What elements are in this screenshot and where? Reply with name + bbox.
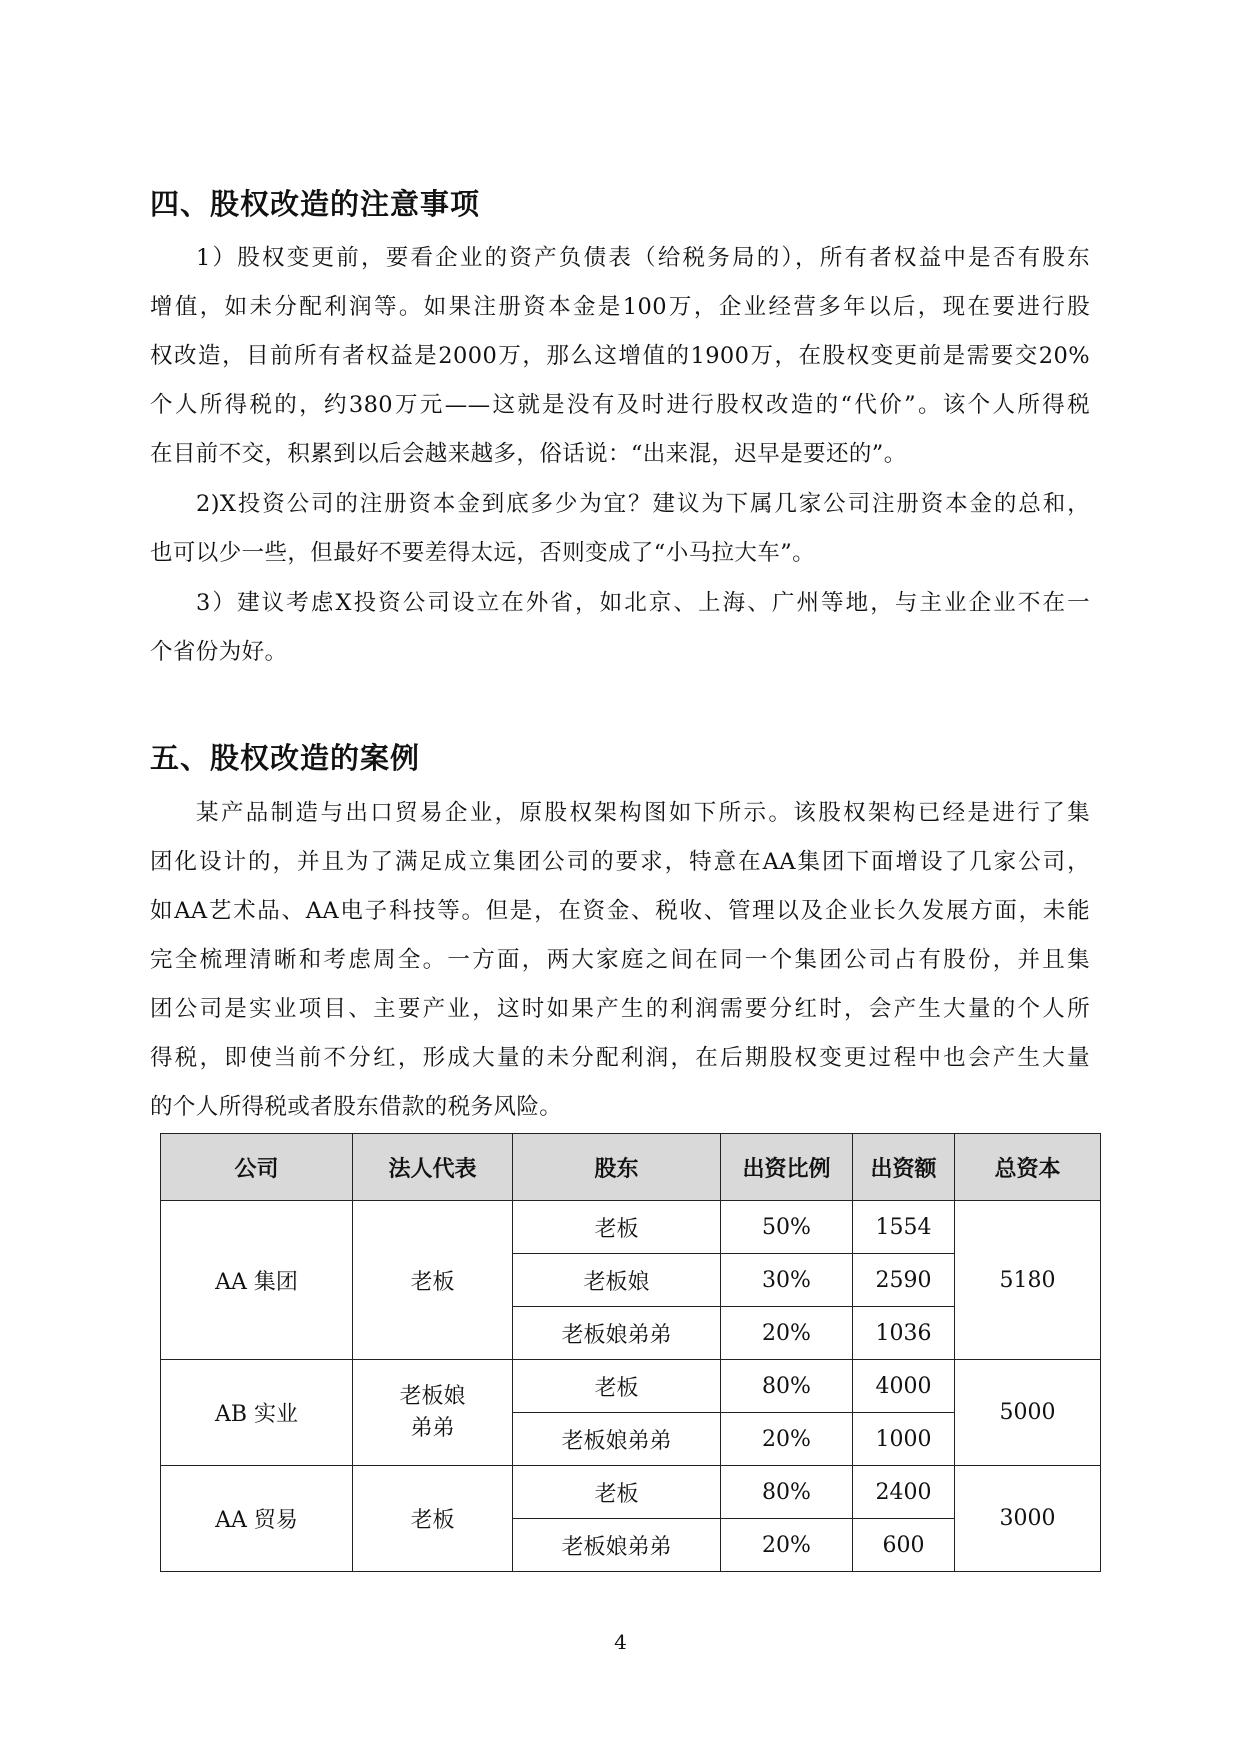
total-capital-cell: 3000 xyxy=(955,1466,1101,1572)
shareholder-cell: 老板娘弟弟 xyxy=(513,1413,721,1466)
shareholder-cell: 老板 xyxy=(513,1466,721,1519)
section-heading-5: 五、股权改造的案例 xyxy=(150,741,421,775)
legal-rep-line: 弟弟 xyxy=(410,1415,455,1441)
paragraph-line: 得税，即使当前不分红，形成大量的未分配利润，在后期股权变更过程中也会产生大量 xyxy=(150,1045,1090,1071)
header-amount: 出资额 xyxy=(853,1134,955,1201)
paragraph-line: 个人所得税的，约380万元——这就是没有及时进行股权改造的“代价”。该个人所得税 xyxy=(150,392,1090,418)
header-ratio: 出资比例 xyxy=(721,1134,853,1201)
table-row xyxy=(161,1201,1101,1254)
amount-cell: 600 xyxy=(853,1519,955,1572)
section-heading-4: 四、股权改造的注意事项 xyxy=(150,187,481,221)
paragraph-line: 在目前不交，积累到以后会越来越多，俗话说：“出来混，迟早是要还的”。 xyxy=(150,441,907,467)
shareholder-cell: 老板 xyxy=(513,1360,721,1413)
ratio-cell: 50% xyxy=(721,1201,853,1254)
header-legal-rep: 法人代表 xyxy=(353,1134,513,1201)
paragraph-line: 3）建议考虑X投资公司设立在外省，如北京、上海、广州等地，与主业企业不在一 xyxy=(196,590,1090,616)
legal-rep-cell: 老板 xyxy=(353,1201,513,1360)
ratio-cell: 30% xyxy=(721,1254,853,1307)
equity-structure-table xyxy=(160,1133,1101,1572)
total-capital-cell: 5000 xyxy=(955,1360,1101,1466)
table-row xyxy=(161,1360,1101,1413)
amount-cell: 1554 xyxy=(853,1201,955,1254)
legal-rep-line: 老板娘 xyxy=(399,1383,466,1409)
paragraph-line: 团公司是实业项目、主要产业，这时如果产生的利润需要分红时，会产生大量的个人所 xyxy=(150,996,1090,1022)
header-total-capital: 总资本 xyxy=(955,1134,1101,1201)
total-capital-cell: 5180 xyxy=(955,1201,1101,1360)
shareholder-cell: 老板 xyxy=(513,1201,721,1254)
paragraph-line: 2)X投资公司的注册资本金到底多少为宜？建议为下属几家公司注册资本金的总和， xyxy=(196,491,1090,517)
paragraph-line: 某产品制造与出口贸易企业，原股权架构图如下所示。该股权架构已经是进行了集 xyxy=(196,800,1090,826)
paragraph-line: 增值，如未分配利润等。如果注册资本金是100万，企业经营多年以后，现在要进行股 xyxy=(150,294,1090,320)
legal-rep-cell: 老板 xyxy=(353,1466,513,1572)
paragraph-line: 团化设计的，并且为了满足成立集团公司的要求，特意在AA集团下面增设了几家公司， xyxy=(150,849,1090,875)
table-row xyxy=(161,1466,1101,1519)
paragraph-line: 1）股权变更前，要看企业的资产负债表（给税务局的），所有者权益中是否有股东 xyxy=(196,245,1090,271)
company-cell: AB 实业 xyxy=(161,1360,353,1466)
paragraph-line: 的个人所得税或者股东借款的税务风险。 xyxy=(150,1094,563,1120)
ratio-cell: 20% xyxy=(721,1519,853,1572)
paragraph-line: 完全梳理清晰和考虑周全。一方面，两大家庭之间在同一个集团公司占有股份，并且集 xyxy=(150,947,1090,973)
header-shareholder: 股东 xyxy=(513,1134,721,1201)
paragraph-line: 也可以少一些，但最好不要差得太远，否则变成了“小马拉大车”。 xyxy=(150,540,816,566)
legal-rep-cell xyxy=(353,1360,513,1466)
shareholder-cell: 老板娘 xyxy=(513,1254,721,1307)
amount-cell: 2590 xyxy=(853,1254,955,1307)
ratio-cell: 20% xyxy=(721,1307,853,1360)
ratio-cell: 80% xyxy=(721,1466,853,1519)
amount-cell: 2400 xyxy=(853,1466,955,1519)
header-company: 公司 xyxy=(161,1134,353,1201)
shareholder-cell: 老板娘弟弟 xyxy=(513,1307,721,1360)
ratio-cell: 20% xyxy=(721,1413,853,1466)
page-number: 4 xyxy=(614,1630,627,1654)
amount-cell: 1036 xyxy=(853,1307,955,1360)
shareholder-cell: 老板娘弟弟 xyxy=(513,1519,721,1572)
amount-cell: 4000 xyxy=(853,1360,955,1413)
company-cell: AA 贸易 xyxy=(161,1466,353,1572)
company-cell: AA 集团 xyxy=(161,1201,353,1360)
paragraph-line: 如AA艺术品、AA电子科技等。但是，在资金、税收、管理以及企业长久发展方面，未能 xyxy=(150,898,1090,924)
ratio-cell: 80% xyxy=(721,1360,853,1413)
table-header-row xyxy=(161,1134,1101,1201)
paragraph-line: 个省份为好。 xyxy=(150,639,288,665)
amount-cell: 1000 xyxy=(853,1413,955,1466)
paragraph-line: 权改造，目前所有者权益是2000万，那么这增值的1900万，在股权变更前是需要交20% xyxy=(150,343,1090,369)
